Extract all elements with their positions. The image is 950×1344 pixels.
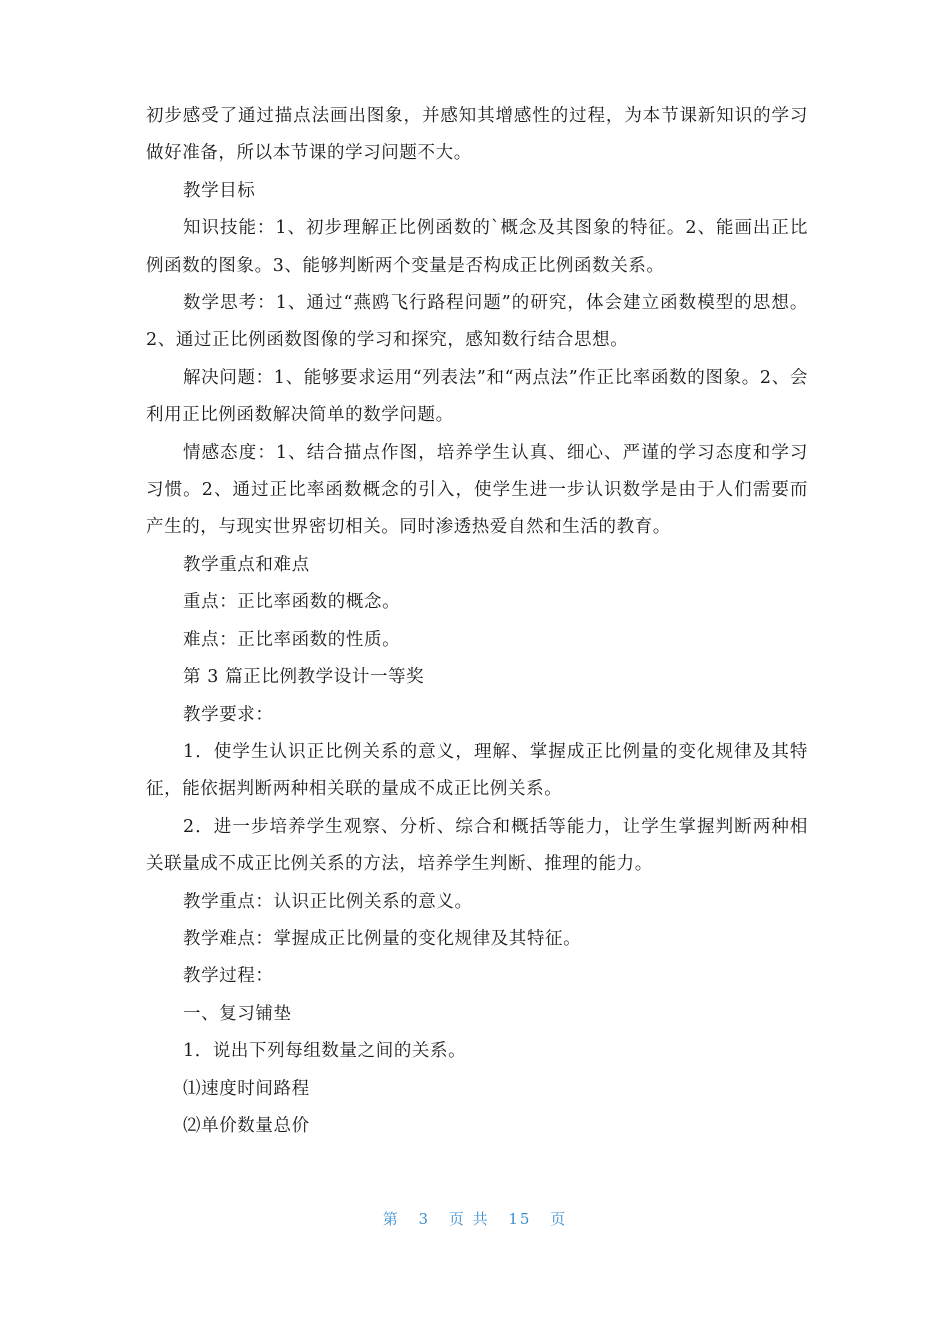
footer-label-ye-gong: 页 共 <box>448 1210 490 1228</box>
paragraph: 1．说出下列每组数量之间的关系。 <box>183 1041 467 1062</box>
footer-current-page: 3 <box>418 1210 431 1228</box>
paragraph: 初步感受了通过描点法画出图象，并感知其增感性的过程，为本节课新知识的学习做好准备，所以本节课的学习问题不大。 <box>146 106 808 164</box>
section-heading: 一、复习铺垫 <box>183 1003 292 1024</box>
paragraph: 教学目标 <box>183 180 256 201</box>
paragraph: 重点：正比率函数的概念。 <box>183 592 401 613</box>
footer-total-pages: 15 <box>508 1210 532 1228</box>
paragraph: 情感态度：1、结合描点作图，培养学生认真、细心、严谨的学习态度和学习习惯。2、通过正比率函数概念的引入，使学生进一步认识数学是由于人们需要而产生的，与现实世界密切相关。同时渗透热爱自然和生活的教育。 <box>146 442 808 538</box>
paragraph: 2．进一步培养学生观察、分析、综合和概括等能力，让学生掌握判断两种相关联量成不成正比例关系的方法，培养学生判断、推理的能力。 <box>146 816 808 875</box>
section-heading: 教学重点和难点 <box>183 554 310 575</box>
article-title: 第 3 篇正比例教学设计一等奖 <box>183 667 425 688</box>
page-footer <box>0 1208 950 1229</box>
list-item: ⑵单价数量总价 <box>183 1115 310 1136</box>
list-item: ⑴速度时间路程 <box>183 1078 310 1099</box>
paragraph: 难点：正比率函数的性质。 <box>183 629 401 650</box>
paragraph: 教学难点：掌握成正比例量的变化规律及其特征。 <box>183 928 582 949</box>
footer-label-di: 第 <box>382 1210 400 1228</box>
paragraph: 解决问题：1、能够要求运用“列表法”和“两点法”作正比率函数的图象。2、会利用正比例函数解决简单的数学问题。 <box>146 367 808 426</box>
paragraph: 教学重点：认识正比例关系的意义。 <box>183 891 473 912</box>
section-heading: 教学要求： <box>183 704 274 725</box>
paragraph: 数学思考：1、通过“燕鸥飞行路程问题”的研究，体会建立函数模型的思想。2、通过正比例函数图像的学习和探究，感知数行结合思想。 <box>146 293 808 351</box>
document-body <box>146 98 808 1145</box>
paragraph: 知识技能：1、初步理解正比例函数的`概念及其图象的特征。2、能画出正比例函数的图象。3、能够判断两个变量是否构成正比例函数关系。 <box>146 218 808 276</box>
footer-label-ye: 页 <box>550 1210 568 1228</box>
paragraph: 1．使学生认识正比例关系的意义，理解、掌握成正比例量的变化规律及其特征，能依据判断两种相关联的量成不成正比例关系。 <box>146 741 808 800</box>
section-heading: 教学过程： <box>183 966 274 987</box>
